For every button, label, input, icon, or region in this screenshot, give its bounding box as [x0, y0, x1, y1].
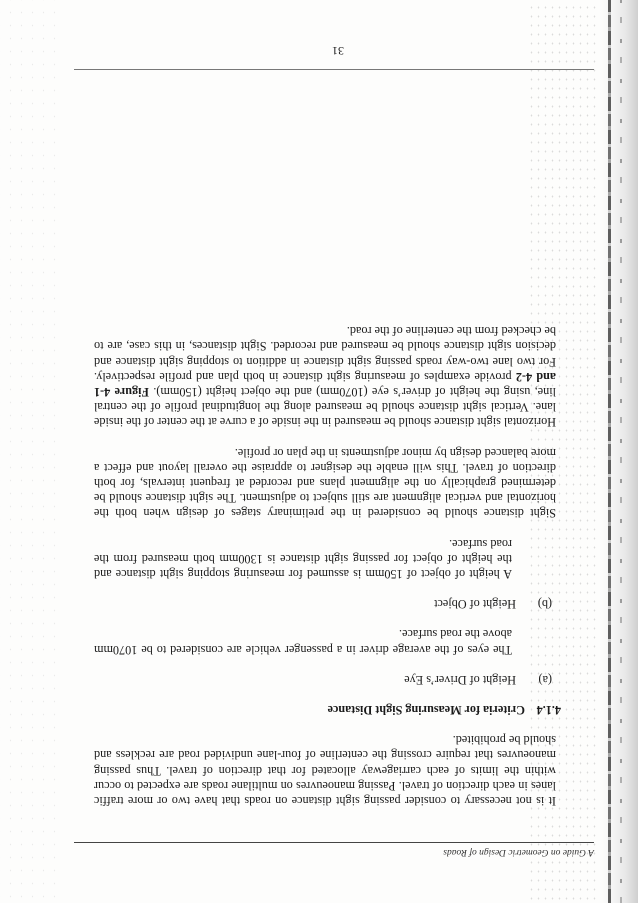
figure-ref-and: and — [532, 369, 556, 384]
subsection-a-heading — [94, 672, 556, 687]
figure-ref-1: Figure 4-1 — [94, 384, 149, 399]
measurement-paragraph — [94, 323, 556, 429]
subsection-b-title: Height of Object — [434, 597, 516, 612]
sight-distance-paragraph: Sight distance should be considered in the preliminary stages of design when both the horizontal and vertical alignment are still subject to adjustment. The sight distance should be determined graphically on the alignment plans and recorded at frequent intervals, for both direction of travel. This will enable the designer to appraise the overall layout and effect a more balanced design by minor adjustments in the plan or profile. — [94, 445, 556, 521]
intro-paragraph: It is not necessary to consider passing sight distance on roads that have two or more traffic lanes in each direction of travel. Passing manoeuvres on multilane roads are expected to occur within the limits of each carriageway allocated for that direction of travel. Thus passing manoeuvres that require crossing the centerline of four-lane undivided road are reckless and should be prohibited. — [94, 733, 556, 808]
header-rule — [74, 842, 594, 843]
page-body — [93, 308, 561, 808]
subsection-a-text: The eyes of the average driver in a passenger vehicle are considered to be 1070mm above the road surface. — [94, 627, 512, 657]
subsection-a-label: (a) — [538, 672, 552, 687]
subsection-b-heading — [94, 596, 556, 611]
scan-noise-right — [0, 0, 60, 903]
measurement-text-1: Horizontal sight distance should be measured in the inside of a curve at the center of the inside lane. Vertical sight distance should be measured along the longitudinal profile of the central line, using the height of driver’s eye (1070mm) and the object height (150mm). — [94, 384, 556, 430]
subsection-b-text: A height of object of 150mm is assumed for measuring stopping sight distance and the height of object for passing sight distance is 1300mm both measured from the road surface. — [94, 536, 512, 581]
section-title: Criteria for Measuring Sight Distance — [327, 702, 525, 717]
footer-rule — [74, 69, 594, 70]
section-heading — [94, 702, 561, 717]
page-number: 31 — [332, 44, 344, 58]
running-header: A Guide on Geometric Design of Roads — [443, 847, 594, 857]
scan-edge — [600, 0, 638, 903]
binding-strip — [608, 0, 611, 903]
figure-ref-2: 4-2 — [515, 369, 533, 384]
measurement-text-2: provide examples of measuring sight distance in both plan and profile respectively. For two lane two-way roads passing sight distance in addition to stopping sight distance and decision sight distance should be measured and recorded. Sight distances, in this case, are to be checked from the centerline of the road. — [93, 324, 556, 384]
section-number: 4.1.4 — [536, 702, 561, 717]
binding-strip-secondary — [620, 0, 622, 903]
subsection-b-label: (b) — [537, 597, 552, 612]
subsection-a-title: Height of Driver’s Eye — [404, 672, 516, 687]
